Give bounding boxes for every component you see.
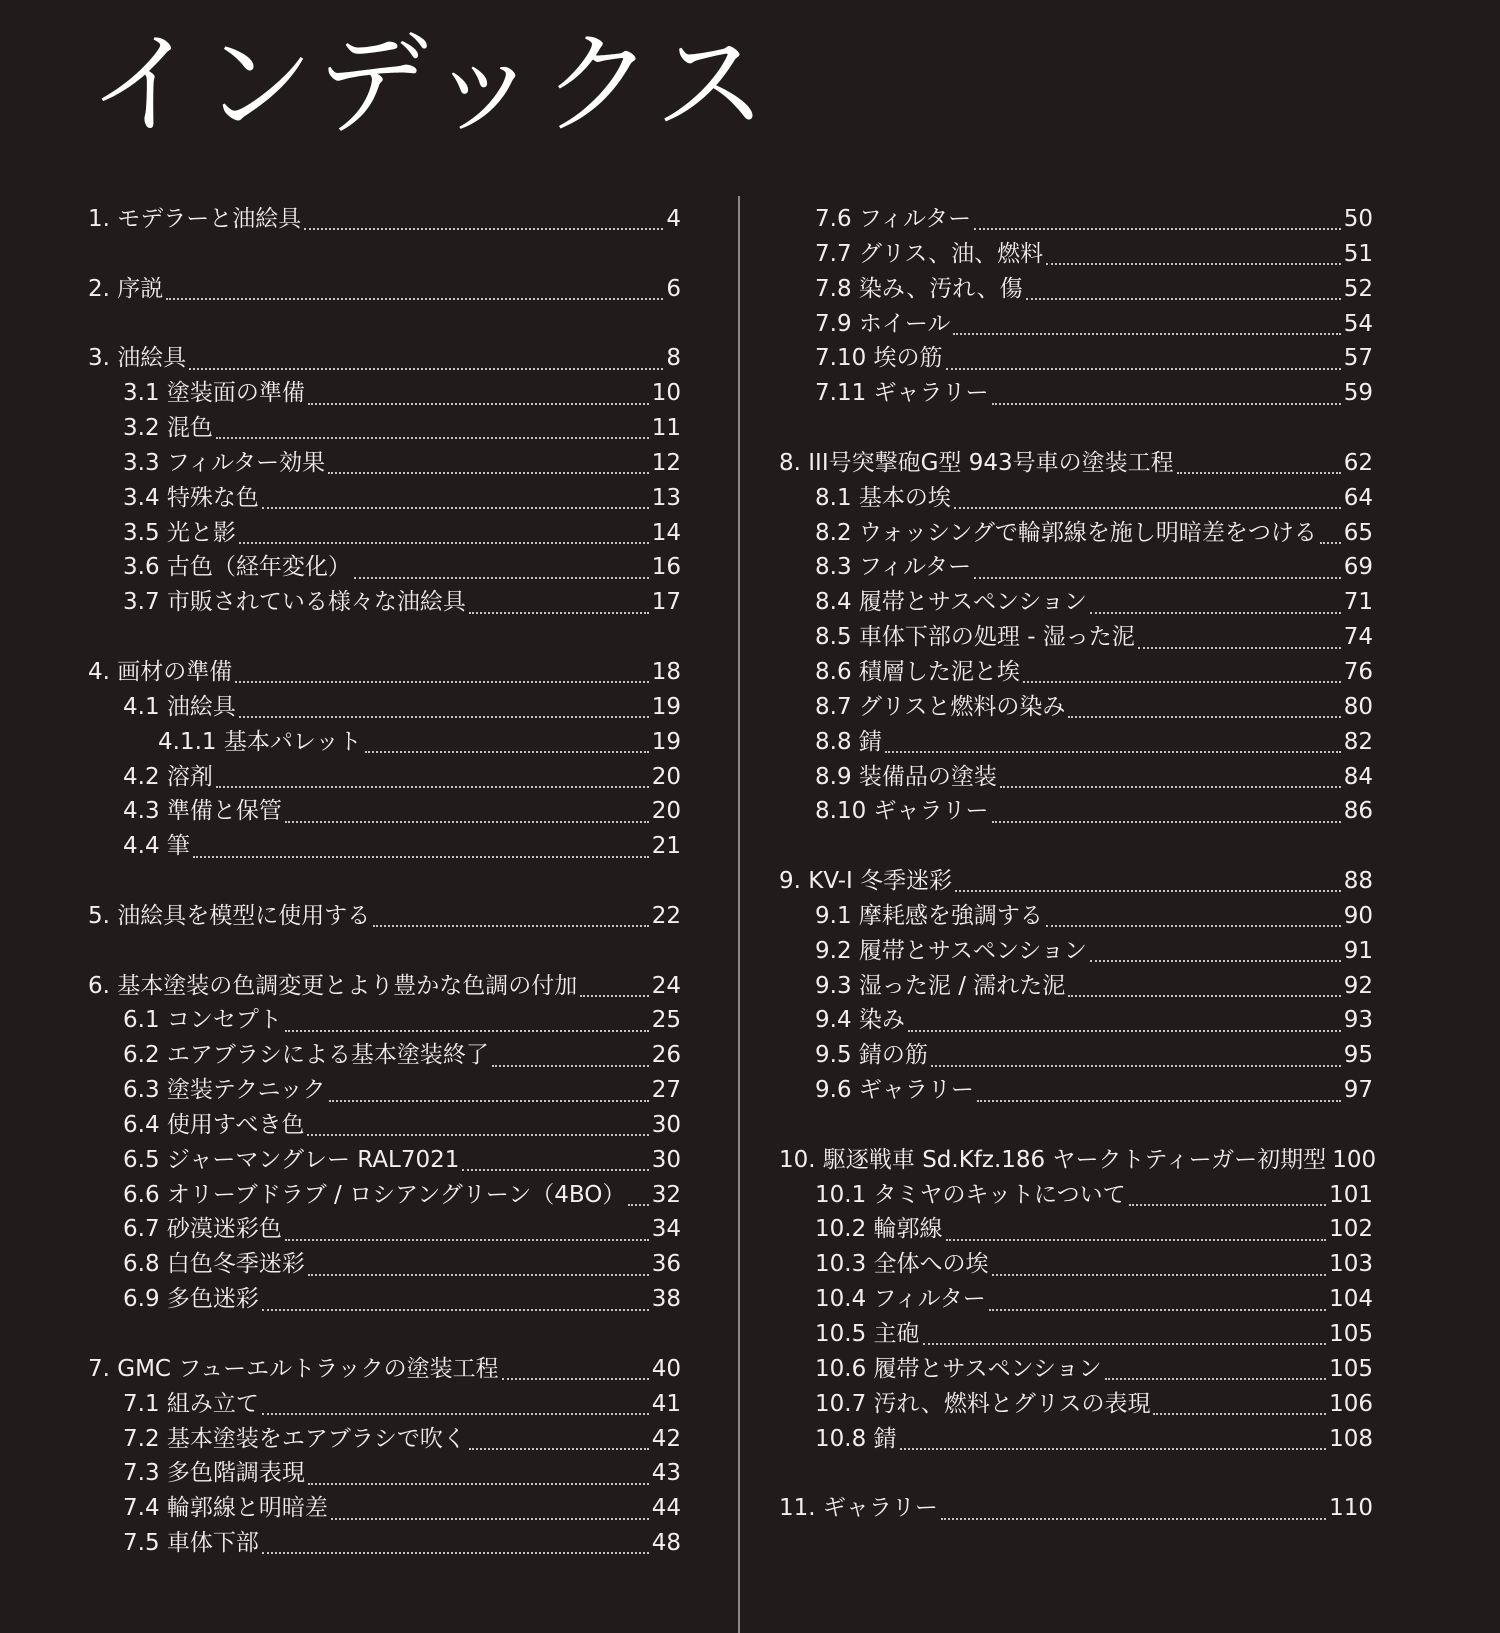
toc-entry[interactable] <box>88 1422 681 1457</box>
toc-entry-label: 8.10 ギャラリー <box>815 798 989 825</box>
dot-leader <box>946 345 1341 370</box>
dot-leader <box>974 205 1341 230</box>
toc-entry[interactable] <box>780 1178 1373 1213</box>
toc-entry-label: 10.1 タミヤのキットについて <box>815 1181 1126 1208</box>
toc-entry-page-number: 108 <box>1329 1425 1373 1452</box>
toc-entry-page-number: 22 <box>651 902 681 929</box>
toc-spacer <box>88 307 681 342</box>
toc-entry-page-number: 34 <box>651 1216 681 1243</box>
toc-entry[interactable] <box>88 829 681 864</box>
toc-entry-page-number: 44 <box>651 1495 681 1522</box>
toc-entry-page-number: 43 <box>651 1460 681 1487</box>
toc-entry[interactable] <box>780 272 1373 307</box>
toc-entry[interactable] <box>88 1247 681 1282</box>
toc-entry-page-number: 10 <box>651 380 681 407</box>
toc-entry[interactable] <box>88 446 681 481</box>
toc-entry-label: 1. モデラーと油絵具 <box>88 206 302 232</box>
toc-entry-label: 9.6 ギャラリー <box>815 1077 974 1104</box>
dot-leader <box>1090 937 1341 962</box>
toc-entry-label: 8.9 装備品の塗装 <box>815 763 997 790</box>
column-divider <box>738 196 740 1633</box>
toc-entry-page-number: 13 <box>651 484 681 511</box>
toc-entry-label: 3.6 古色（経年変化） <box>123 554 351 581</box>
dot-leader <box>992 1251 1327 1276</box>
toc-entry-label: 5. 油絵具を模型に使用する <box>88 902 371 929</box>
toc-entry[interactable] <box>780 1282 1373 1317</box>
toc-entry-page-number: 52 <box>1343 275 1373 302</box>
dot-leader <box>941 1495 1326 1520</box>
toc-entry-page-number: 62 <box>1343 449 1373 476</box>
toc-entry[interactable] <box>88 690 681 725</box>
toc-entry-page-number: 104 <box>1329 1286 1373 1313</box>
toc-entry[interactable] <box>88 655 681 690</box>
dot-leader <box>492 1042 649 1067</box>
dot-leader <box>955 867 1341 892</box>
toc-entry-page-number: 40 <box>651 1355 681 1382</box>
toc-entry[interactable] <box>88 1108 681 1143</box>
toc-entry-page-number: 14 <box>651 519 681 546</box>
toc-entry-label: 9.1 摩耗感を強調する <box>815 902 1043 929</box>
toc-entry-label: 7.1 組み立て <box>123 1390 259 1417</box>
toc-entry[interactable] <box>780 550 1373 585</box>
toc-entry-label: 7. GMC フューエルトラックの塗装工程 <box>88 1355 499 1382</box>
toc-entry-page-number: 80 <box>1343 693 1373 720</box>
toc-entry[interactable] <box>780 1422 1373 1457</box>
toc-entry[interactable] <box>780 1247 1373 1282</box>
toc-entry[interactable] <box>88 272 681 307</box>
dot-leader <box>239 693 649 718</box>
toc-entry[interactable] <box>780 516 1373 551</box>
toc-entry-page-number: 92 <box>1343 972 1373 999</box>
toc-entry-label: 10.4 フィルター <box>815 1286 986 1313</box>
toc-entry-label: 7.3 多色階調表現 <box>123 1460 305 1487</box>
toc-entry-label: 3.3 フィルター効果 <box>123 449 326 476</box>
toc-entry-label: 6.8 白色冬季迷彩 <box>123 1251 305 1278</box>
toc-entry-label: 8.8 錆 <box>815 728 882 755</box>
toc-entry-page-number: 12 <box>651 449 681 476</box>
toc-entry[interactable] <box>88 411 681 446</box>
dot-leader <box>354 554 649 579</box>
toc-entry[interactable] <box>780 202 1373 237</box>
toc-entry-label: 7.2 基本塗装をエアブラシで吹く <box>123 1425 466 1452</box>
toc-entry-page-number: 105 <box>1329 1321 1373 1347</box>
toc-entry-page-number: 19 <box>651 693 681 720</box>
dot-leader <box>992 380 1341 405</box>
dot-leader <box>1090 589 1341 614</box>
toc-entry-label: 2. 序説 <box>88 275 164 302</box>
toc-entry[interactable] <box>780 341 1373 376</box>
toc-entry-label: 6.1 コンセプト <box>123 1007 282 1034</box>
toc-entry-label: 7.10 埃の筋 <box>815 345 943 372</box>
toc-entry-page-number: 54 <box>1343 310 1373 337</box>
toc-entry-label: 8.5 車体下部の処理 - 湿った泥 <box>815 624 1135 651</box>
toc-entry-page-number: 86 <box>1343 798 1373 825</box>
toc-entry[interactable] <box>780 794 1373 829</box>
toc-entry[interactable] <box>88 1491 681 1526</box>
toc-entry[interactable] <box>780 1003 1373 1038</box>
dot-leader <box>469 589 649 614</box>
toc-entry[interactable] <box>779 864 1373 899</box>
toc-entry-page-number: 106 <box>1329 1390 1373 1417</box>
toc-entry[interactable] <box>88 481 681 516</box>
toc-entry[interactable] <box>88 1178 681 1213</box>
toc-entry[interactable] <box>88 1526 681 1561</box>
toc-entry[interactable] <box>88 1073 681 1108</box>
toc-entry-label: 3.2 混色 <box>123 415 213 442</box>
toc-entry[interactable] <box>780 1317 1373 1352</box>
toc-entry-page-number: 8 <box>666 345 681 372</box>
toc-entry-page-number: 42 <box>651 1425 681 1452</box>
toc-entry-label: 10.7 汚れ、燃料とグリスの表現 <box>815 1390 1151 1417</box>
dot-leader <box>580 972 648 997</box>
toc-entry-label: 4.2 溶剤 <box>123 763 213 790</box>
toc-entry-label: 7.8 染み、汚れ、傷 <box>815 275 1023 302</box>
toc-entry-page-number: 27 <box>651 1077 681 1104</box>
dot-leader <box>1068 972 1340 997</box>
toc-entry[interactable] <box>780 690 1373 725</box>
toc-entry-label: 9.4 染み <box>815 1007 905 1034</box>
toc-entry-page-number: 32 <box>651 1181 681 1208</box>
toc-entry[interactable] <box>780 760 1373 795</box>
dot-leader <box>189 345 663 370</box>
toc-entry-page-number: 71 <box>1343 589 1373 616</box>
toc-entry-label: 7.9 ホイール <box>815 310 951 337</box>
toc-entry-page-number: 91 <box>1343 937 1373 964</box>
toc-entry-page-number: 110 <box>1329 1495 1373 1522</box>
toc-spacer <box>88 237 681 272</box>
toc-entry-label: 7.4 輪郭線と明暗差 <box>123 1495 328 1522</box>
toc-entry-page-number: 90 <box>1343 902 1373 929</box>
toc-entry[interactable] <box>779 1143 1377 1178</box>
toc-entry-page-number: 11 <box>651 415 681 442</box>
toc-entry-label: 8.6 積層した泥と埃 <box>815 658 1020 685</box>
toc-spacer <box>88 864 681 899</box>
dot-leader <box>262 1286 649 1311</box>
dot-leader <box>331 1495 649 1520</box>
dot-leader <box>628 1181 648 1206</box>
toc-entry-page-number: 30 <box>651 1111 681 1138</box>
toc-entry-label: 6.6 オリーブドラブ / ロシアングリーン（4BO） <box>123 1181 626 1208</box>
toc-spacer <box>780 829 1373 864</box>
toc-entry[interactable] <box>780 376 1373 411</box>
dot-leader <box>1177 449 1341 474</box>
dot-leader <box>908 1007 1341 1032</box>
toc-entry-page-number: 21 <box>651 833 681 860</box>
toc-entry-label: 9.3 湿った泥 / 濡れた泥 <box>815 972 1066 999</box>
dot-leader <box>1105 1355 1327 1380</box>
dot-leader <box>502 1355 649 1380</box>
toc-entry-label: 7.5 車体下部 <box>123 1530 259 1557</box>
toc-entry-label: 4.1.1 基本パレット <box>158 728 362 755</box>
toc-entry[interactable] <box>88 585 681 620</box>
dot-leader <box>954 484 1341 509</box>
toc-spacer <box>88 1317 681 1352</box>
dot-leader <box>308 1251 649 1276</box>
dot-leader <box>953 310 1340 335</box>
toc-entry-page-number: 101 <box>1329 1181 1373 1208</box>
dot-leader <box>1320 519 1341 544</box>
dot-leader <box>1046 902 1341 927</box>
toc-entry-label: 9. KV-I 冬季迷彩 <box>779 868 953 895</box>
toc-entry-label: 8.7 グリスと燃料の染み <box>815 693 1066 720</box>
toc-spacer <box>780 411 1373 446</box>
dot-leader <box>469 1425 649 1450</box>
toc-entry-page-number: 19 <box>651 728 681 755</box>
dot-leader <box>193 833 649 858</box>
toc-entry-label: 3. 油絵具 <box>88 345 187 372</box>
toc-entry[interactable] <box>780 934 1373 969</box>
toc-entry-page-number: 48 <box>651 1530 681 1557</box>
toc-entry[interactable] <box>780 620 1373 655</box>
toc-entry-label: 7.11 ギャラリー <box>815 380 989 407</box>
toc-entry-page-number: 76 <box>1343 658 1373 685</box>
toc-entry[interactable] <box>780 1352 1373 1387</box>
toc-entry-page-number: 25 <box>651 1007 681 1034</box>
dot-leader <box>328 449 649 474</box>
dot-leader <box>1068 693 1340 718</box>
toc-entry-label: 3.5 光と影 <box>123 519 236 546</box>
toc-entry-label: 8.3 フィルター <box>815 554 972 581</box>
toc-entry[interactable] <box>88 1352 681 1387</box>
toc-entry-page-number: 36 <box>651 1251 681 1278</box>
toc-entry-page-number: 50 <box>1343 206 1373 232</box>
toc-entry-label: 8.4 履帯とサスペンション <box>815 589 1087 616</box>
toc-entry-page-number: 26 <box>651 1042 681 1069</box>
toc-entry-page-number: 6 <box>666 275 681 302</box>
toc-entry-page-number: 16 <box>651 554 681 581</box>
toc-entry-label: 4.1 油絵具 <box>123 693 236 720</box>
toc-entry-label: 7.6 フィルター <box>815 206 972 232</box>
toc-entry-label: 4.3 準備と保管 <box>123 798 282 825</box>
toc-entry-label: 10.3 全体への埃 <box>815 1251 989 1278</box>
toc-entry-page-number: 57 <box>1343 345 1373 372</box>
dot-leader <box>974 554 1341 579</box>
dot-leader <box>1153 1390 1326 1415</box>
dot-leader <box>307 1111 648 1136</box>
dot-leader <box>285 1216 649 1241</box>
toc-entry-label: 6.7 砂漠迷彩色 <box>123 1216 282 1243</box>
toc-entry-page-number: 20 <box>651 798 681 825</box>
toc-entry-page-number: 51 <box>1343 240 1373 267</box>
dot-leader <box>992 798 1341 823</box>
toc-entry-page-number: 69 <box>1343 554 1373 581</box>
dot-leader <box>262 484 649 509</box>
toc-spacer <box>88 620 681 655</box>
toc-entry-label: 3.4 特殊な色 <box>123 484 259 511</box>
dot-leader <box>308 380 649 405</box>
toc-entry-page-number: 18 <box>651 658 681 685</box>
dot-leader <box>462 1146 648 1171</box>
dot-leader <box>365 728 649 753</box>
toc-entry-page-number: 65 <box>1343 519 1373 546</box>
toc-entry[interactable] <box>88 550 681 585</box>
toc-entry-page-number: 64 <box>1343 484 1373 511</box>
toc-spacer <box>780 1108 1373 1143</box>
toc-entry-label: 7.7 グリス、油、燃料 <box>815 240 1044 267</box>
toc-entry-page-number: 95 <box>1343 1042 1373 1069</box>
toc-entry[interactable] <box>88 899 681 934</box>
toc-entry-label: 6.9 多色迷彩 <box>123 1286 259 1313</box>
dot-leader <box>885 728 1341 753</box>
toc-entry[interactable] <box>88 1387 681 1422</box>
toc-entry[interactable] <box>88 1003 681 1038</box>
dot-leader <box>235 658 648 683</box>
toc-entry[interactable] <box>780 1212 1373 1247</box>
toc-entry-label: 10.6 履帯とサスペンション <box>815 1355 1102 1382</box>
dot-leader <box>923 1320 1327 1345</box>
toc-entry[interactable] <box>780 307 1373 342</box>
toc-entry[interactable] <box>88 1456 681 1491</box>
toc-entry[interactable] <box>780 237 1373 272</box>
toc-entry-label: 10.8 錆 <box>815 1425 897 1452</box>
toc-entry[interactable] <box>780 655 1373 690</box>
toc-entry[interactable] <box>780 969 1373 1004</box>
dot-leader <box>977 1077 1341 1102</box>
toc-entry-label: 9.5 錆の筋 <box>815 1042 928 1069</box>
toc-left-column <box>88 202 681 1561</box>
dot-leader <box>216 763 649 788</box>
toc-entry[interactable] <box>779 1491 1373 1526</box>
toc-entry-page-number: 88 <box>1343 868 1373 895</box>
toc-entry[interactable] <box>780 481 1373 516</box>
toc-entry-label: 6.4 使用すべき色 <box>123 1111 305 1138</box>
dot-leader <box>285 1007 649 1032</box>
dot-leader <box>931 1042 1341 1067</box>
dot-leader <box>1046 240 1341 265</box>
dot-leader <box>900 1425 1327 1450</box>
dot-leader <box>1026 275 1341 300</box>
dot-leader <box>262 1529 649 1554</box>
toc-entry-label: 10. 駆逐戦車 Sd.Kfz.186 ヤークトティーガー初期型 <box>779 1146 1327 1173</box>
toc-entry[interactable] <box>780 725 1373 760</box>
dot-leader <box>1000 763 1341 788</box>
dot-leader <box>262 1390 649 1415</box>
toc-entry-label: 8.2 ウォッシングで輪郭線を施し明暗差をつける <box>815 519 1317 546</box>
toc-entry[interactable] <box>88 760 681 795</box>
toc-entry-page-number: 74 <box>1343 624 1373 651</box>
toc-entry-page-number: 103 <box>1329 1251 1373 1278</box>
toc-entry-label: 8. III号突撃砲G型 943号車の塗装工程 <box>779 449 1174 476</box>
toc-entry[interactable] <box>88 1212 681 1247</box>
toc-entry-page-number: 82 <box>1343 728 1373 755</box>
toc-entry-page-number: 17 <box>651 589 681 616</box>
toc-entry-label: 3.1 塗装面の準備 <box>123 380 305 407</box>
toc-right-column <box>779 202 1377 1526</box>
toc-entry[interactable] <box>88 341 681 376</box>
dot-leader <box>1129 1181 1326 1206</box>
toc-entry-label: 3.7 市販されている様々な油絵具 <box>123 589 466 616</box>
dot-leader <box>285 798 649 823</box>
dot-leader <box>329 1077 649 1102</box>
toc-entry-page-number: 84 <box>1343 763 1373 790</box>
toc-entry-page-number: 102 <box>1329 1216 1373 1243</box>
toc-spacer <box>780 1456 1373 1491</box>
toc-entry[interactable] <box>780 1387 1373 1422</box>
toc-entry-label: 9.2 履帯とサスペンション <box>815 937 1087 964</box>
dot-leader <box>216 414 649 439</box>
toc-entry[interactable] <box>88 794 681 829</box>
toc-entry[interactable] <box>779 446 1373 481</box>
toc-entry[interactable] <box>780 899 1373 934</box>
dot-leader <box>989 1286 1326 1311</box>
toc-entry-label: 6.2 エアブラシによる基本塗装終了 <box>123 1042 489 1069</box>
toc-entry[interactable] <box>88 1143 681 1178</box>
toc-entry[interactable] <box>780 1073 1373 1108</box>
toc-entry-page-number: 93 <box>1343 1007 1373 1034</box>
dot-leader <box>239 519 649 544</box>
toc-entry[interactable] <box>88 969 681 1004</box>
toc-entry-label: 8.1 基本の埃 <box>815 484 951 511</box>
toc-entry[interactable] <box>88 1282 681 1317</box>
toc-entry-page-number: 100 <box>1332 1146 1377 1173</box>
dot-leader <box>304 205 663 230</box>
toc-entry[interactable] <box>780 1038 1373 1073</box>
toc-entry[interactable] <box>88 202 681 237</box>
dot-leader <box>1138 624 1341 649</box>
dot-leader <box>308 1460 649 1485</box>
dot-leader <box>1023 658 1341 683</box>
toc-entry[interactable] <box>88 725 681 760</box>
toc-entry-label: 6.5 ジャーマングレー RAL7021 <box>123 1146 460 1173</box>
toc-entry-page-number: 97 <box>1343 1077 1373 1104</box>
toc-entry[interactable] <box>88 376 681 411</box>
toc-entry-label: 6.3 塗装テクニック <box>123 1077 326 1104</box>
toc-entry-page-number: 41 <box>651 1390 681 1417</box>
toc-entry-label: 10.2 輪郭線 <box>815 1216 943 1243</box>
toc-entry[interactable] <box>88 1038 681 1073</box>
toc-entry[interactable] <box>88 516 681 551</box>
dot-leader <box>946 1216 1327 1241</box>
dot-leader <box>373 902 648 927</box>
page-title: インデックス <box>88 20 769 150</box>
dot-leader <box>166 275 663 300</box>
toc-entry-page-number: 59 <box>1343 380 1373 407</box>
toc-entry-page-number: 20 <box>651 763 681 790</box>
toc-entry-page-number: 30 <box>651 1146 681 1173</box>
toc-entry-page-number: 4 <box>666 206 681 232</box>
toc-entry-label: 4.4 筆 <box>123 833 190 860</box>
toc-entry-label: 6. 基本塗装の色調変更とより豊かな色調の付加 <box>88 972 578 999</box>
toc-spacer <box>88 934 681 969</box>
toc-entry-label: 11. ギャラリー <box>779 1495 938 1522</box>
toc-entry[interactable] <box>780 585 1373 620</box>
toc-entry-label: 4. 画材の準備 <box>88 658 233 685</box>
toc-entry-page-number: 105 <box>1329 1355 1373 1382</box>
toc-entry-label: 10.5 主砲 <box>815 1321 920 1347</box>
toc-entry-page-number: 24 <box>651 972 681 999</box>
toc-entry-page-number: 38 <box>651 1286 681 1313</box>
